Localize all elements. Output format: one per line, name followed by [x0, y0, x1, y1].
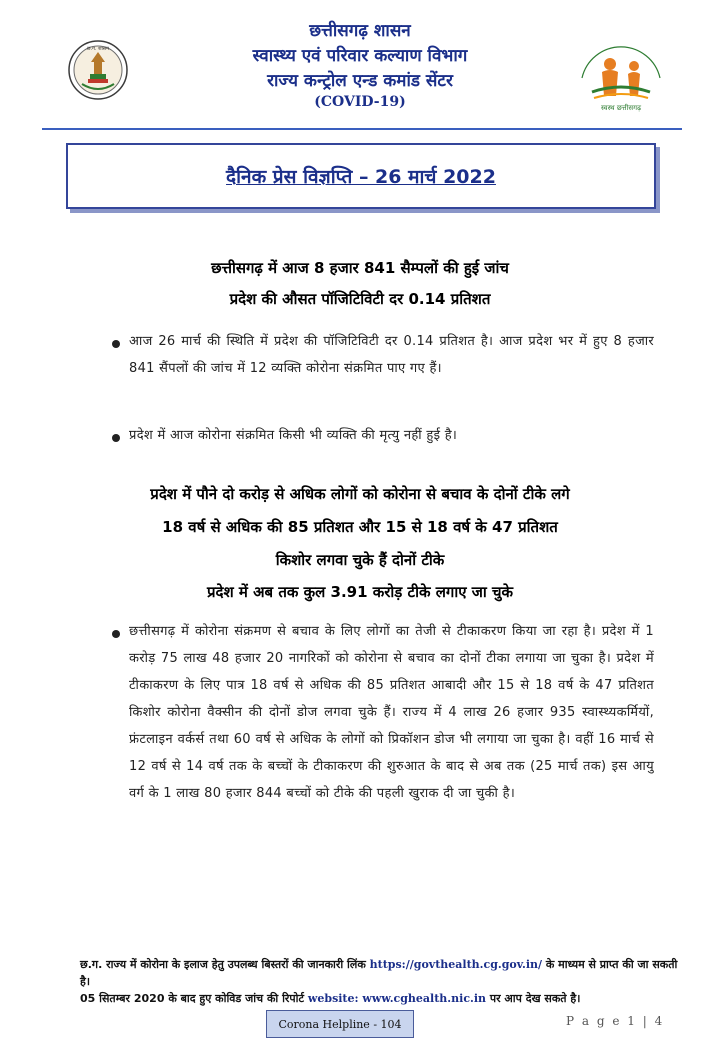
section1-heading-positivity: प्रदेश की औसत पॉजिटिविटी दर 0.14 प्रतिशत: [229, 290, 491, 308]
footer-note-beds-text: छ.ग. राज्य में कोरोना के इलाज हेतु उपलब्ध बिस्तरों की जानकारी लिंक: [80, 958, 370, 971]
section1-bullet-deaths: प्रदेश में आज कोरोना संक्रमित किसी भी व्यक्ति की मृत्यु नहीं हुई है।: [129, 428, 458, 443]
section1-heading-samples: छत्तीसगढ़ में आज 8 हजार 841 सैम्पलों की हुई जांच: [211, 259, 509, 277]
section2-bullet-vaccination-details: छत्तीसगढ़ में कोरोना संक्रमण से बचाव के लिए लोगों का तेजी से टीकाकरण किया जा रहा है। प्रदेश में 1 करोड़ 75 लाख 48 हजार 20 नागरिकों को कोरोना से बचाव का दोनों टीका लगाया जा चुका है। प्रदेश में टीकाकरण के लिए पात्र 18 वर्ष से अधिक की 85 प्रतिशत आबादी और 15 से 18 वर्ष के 47 प्रतिशत किशोर कोरोना वैक्सीन की दोनों डोज लगवा चुके हैं। राज्य में 4 लाख 26 हजार 935 स्वास्थ्यकर्मियों, फ्रंटलाइन वर्कर्स तथा 60 वर्ष से अधिक के लोगों को प्रिकॉशन डोज भी लगाया जा चुका है। वहीं 16 मार्च से 12 वर्ष से 14 वर्ष तक के बच्चों के टीकाकरण की शुरुआत के बाद से अब तक (25 मार्च तक) इस आयु वर्ग के 1 लाख 80 हजार 844 बच्चों को टीके की पहली खुराक दी जा चुकी है।: [129, 624, 654, 801]
section1-bullet-positivity: आज 26 मार्च की स्थिति में प्रदेश की पॉजिटिविटी दर 0.14 प्रतिशत है। आज प्रदेश भर में हुए 8 हजार 841 सैंपलों की जांच में 12 व्यक्ति कोरोना संक्रमित पाए गए हैं।: [129, 334, 654, 376]
section2-heading-percentage: 18 वर्ष से अधिक की 85 प्रतिशत और 15 से 18 वर्ष के 47 प्रतिशत: [162, 518, 558, 536]
cghealth-website-link[interactable]: website: www.cghealth.nic.in: [307, 992, 487, 1005]
header-line-department: स्वास्थ्य एवं परिवार कल्याण विभाग: [252, 46, 468, 66]
footer-note-reports: [80, 990, 680, 1007]
govthealth-link[interactable]: https://govthealth.cg.gov.in/: [369, 958, 543, 971]
svg-text:छ.ग. शासन: छ.ग. शासन: [87, 46, 109, 52]
section2-heading-teens: किशोर लगवा चुके हैं दोनों टीके: [275, 551, 445, 569]
header-divider: [42, 128, 682, 130]
bullet-icon: [112, 340, 120, 348]
bullet-icon: [112, 434, 120, 442]
header-line-covid: (COVID-19): [314, 94, 406, 110]
press-release-title-box: [66, 143, 656, 209]
bullet-icon: [112, 630, 120, 638]
section2-heading-total-doses: प्रदेश में अब तक कुल 3.91 करोड़ टीके लगाए जा चुके: [206, 583, 514, 601]
footer-note-reports-text: 05 सितम्बर 2020 के बाद हुए कोविड जांच की रिपोर्ट: [80, 992, 308, 1005]
footer-note-beds-suffix: के माध्यम से प्राप्त की जा सकती है।: [80, 958, 678, 988]
letterhead: [0, 0, 720, 130]
svg-text:स्वस्थ छत्तीसगढ़: स्वस्थ छत्तीसगढ़: [600, 104, 642, 112]
swasth-chhattisgarh-logo-icon: [574, 38, 668, 118]
header-line-state: छत्तीसगढ़ शासन: [309, 21, 411, 41]
footer-note-reports-suffix: पर आप देख सकते है।: [486, 992, 581, 1005]
section2-heading-vaccination: प्रदेश में पौने दो करोड़ से अधिक लोगों को कोरोना से बचाव के दोनों टीके लगे: [150, 485, 570, 503]
corona-helpline-box: Corona Helpline - 104: [266, 1010, 414, 1038]
header-line-command-center: राज्य कन्ट्रोल एन्ड कमांड सेंटर: [267, 71, 453, 91]
page-number: P a g e 1 | 4: [566, 1014, 665, 1028]
footer-note-beds: [80, 956, 680, 990]
press-release-title: दैनिक प्रेस विज्ञप्ति – 26 मार्च 2022: [226, 166, 496, 188]
